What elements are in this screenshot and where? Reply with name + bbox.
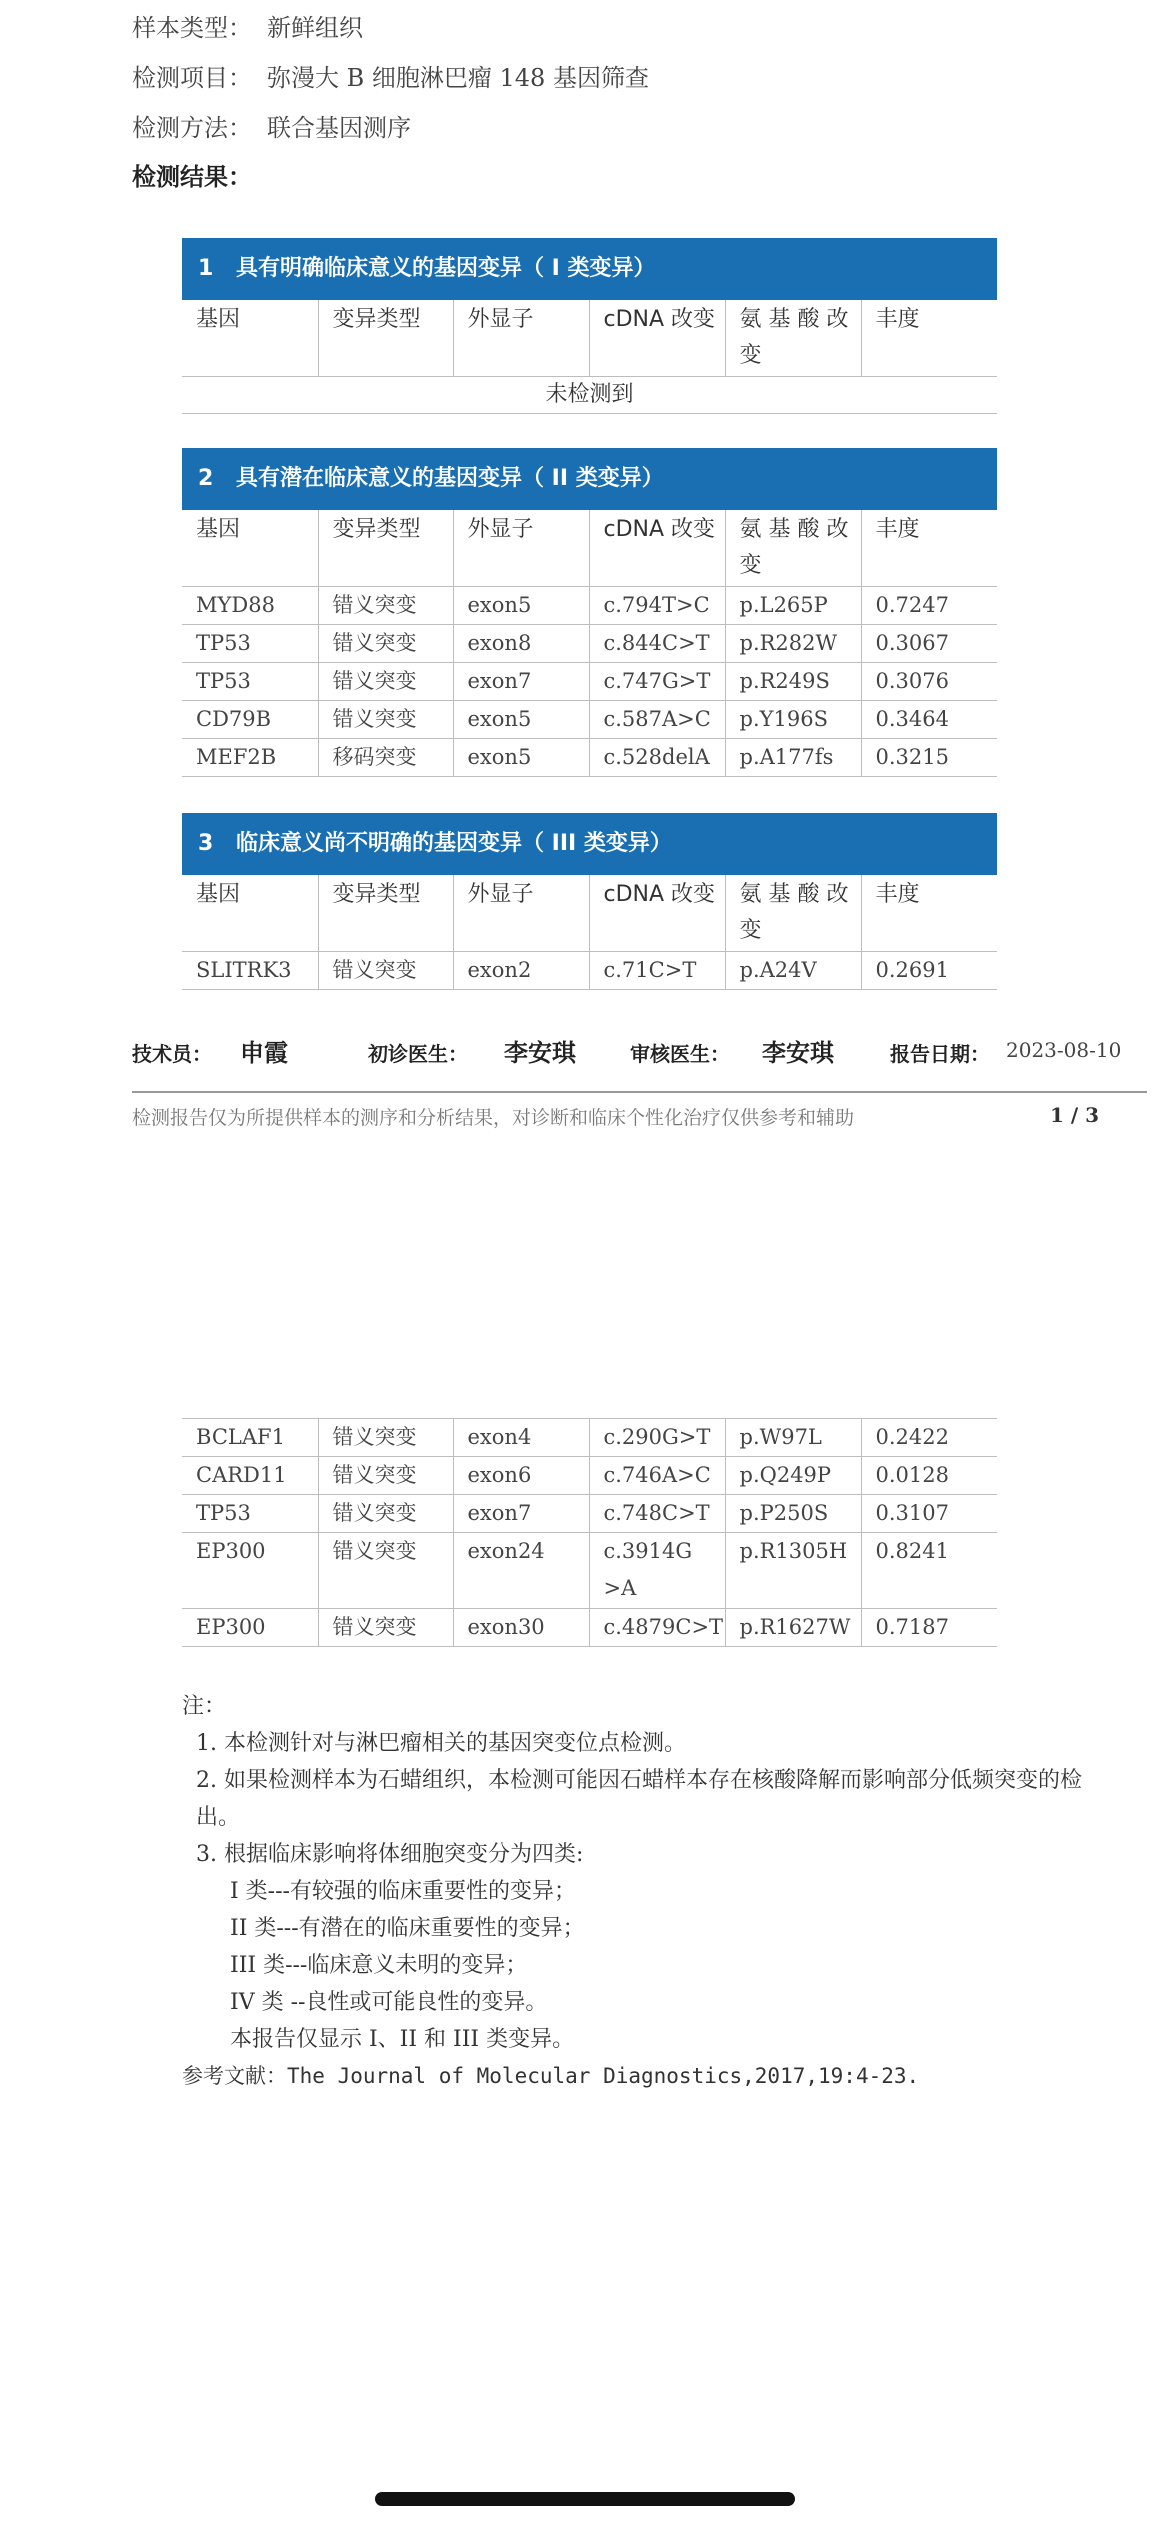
cell-abundance: 0.3464 (861, 701, 997, 739)
col-gene: 基因 (182, 510, 318, 587)
info-test-method (132, 108, 411, 143)
cell-cdna: c.844C>T (589, 625, 725, 663)
cell-aa-change: p.Y196S (725, 701, 861, 739)
section1-header (182, 238, 997, 300)
info-value: 新鲜组织 (267, 14, 363, 42)
cell-cdna: c.3914G>A (589, 1533, 725, 1609)
notes-heading: 注： (182, 1694, 227, 1719)
col-cdna: cDNA 改变 (589, 875, 725, 952)
cell-abundance: 0.0128 (861, 1457, 997, 1495)
section2-table (182, 448, 997, 777)
cell-abundance: 0.2691 (861, 952, 997, 990)
section-number: 3 (198, 831, 214, 856)
cell-exon: exon5 (453, 739, 589, 777)
cell-gene: TP53 (182, 625, 318, 663)
col-exon: 外显子 (453, 510, 589, 587)
note-item: 1. 本检测针对与淋巴瘤相关的基因突变位点检测。 (196, 1731, 686, 1756)
col-aa-change: 氨 基 酸 改 变 (725, 875, 861, 952)
review-doctor-label: 审核医生： (630, 1042, 730, 1066)
tech-name: 申霞 (240, 1039, 288, 1067)
table-row (182, 1457, 997, 1495)
column-header-row (182, 300, 997, 377)
section-number: 2 (198, 466, 214, 491)
cell-aa-change: p.R1627W (725, 1609, 861, 1647)
cell-aa-change: p.P250S (725, 1495, 861, 1533)
tech-label: 技术员： (132, 1042, 212, 1066)
cell-exon: exon4 (453, 1419, 589, 1457)
cell-cdna: c.528delA (589, 739, 725, 777)
section-number: 1 (198, 256, 214, 281)
cell-gene: TP53 (182, 1495, 318, 1533)
cell-variant-type: 错义突变 (318, 952, 453, 990)
cell-aa-change: p.W97L (725, 1419, 861, 1457)
note-subitem: 本报告仅显示 I、II 和 III 类变异。 (230, 2027, 575, 2052)
cell-variant-type: 移码突变 (318, 739, 453, 777)
first-doctor-label: 初诊医生： (368, 1042, 468, 1066)
cell-cdna: c.4879C>T (589, 1609, 725, 1647)
column-header-row (182, 875, 997, 952)
col-cdna: cDNA 改变 (589, 300, 725, 377)
col-abundance: 丰度 (861, 510, 997, 587)
note-subitem: II 类---有潜在的临床重要性的变异； (230, 1916, 585, 1941)
table-row (182, 1419, 997, 1457)
cell-gene: EP300 (182, 1609, 318, 1647)
cell-gene: EP300 (182, 1533, 318, 1609)
section-title: 具有明确临床意义的基因变异（ I 类变异） (236, 256, 656, 281)
cell-gene: TP53 (182, 663, 318, 701)
cell-exon: exon30 (453, 1609, 589, 1647)
table-row (182, 1533, 997, 1609)
cell-gene: MYD88 (182, 587, 318, 625)
cell-aa-change: p.R249S (725, 663, 861, 701)
cell-variant-type: 错义突变 (318, 587, 453, 625)
report-date-label: 报告日期： (890, 1042, 990, 1066)
info-value: 弥漫大 B 细胞淋巴瘤 148 基因筛查 (267, 64, 649, 92)
cell-exon: exon5 (453, 701, 589, 739)
section3-table (182, 813, 997, 990)
table-row (182, 1495, 997, 1533)
section2-grid (182, 510, 997, 777)
cell-cdna: c.290G>T (589, 1419, 725, 1457)
info-label: 样本类型： (132, 14, 252, 42)
note-item: 3. 根据临床影响将体细胞突变分为四类: (196, 1842, 584, 1867)
cell-exon: exon2 (453, 952, 589, 990)
notes-section (182, 1688, 1112, 2095)
section1-grid (182, 300, 997, 377)
cell-variant-type: 错义突变 (318, 1457, 453, 1495)
cell-aa-change: p.R1305H (725, 1533, 861, 1609)
cell-variant-type: 错义突变 (318, 701, 453, 739)
section1-table (182, 238, 997, 414)
col-exon: 外显子 (453, 300, 589, 377)
table-row (182, 663, 997, 701)
cell-exon: exon6 (453, 1457, 589, 1495)
cell-exon: exon7 (453, 1495, 589, 1533)
report-date-value: 2023-08-10 (1006, 1038, 1122, 1062)
col-exon: 外显子 (453, 875, 589, 952)
cell-abundance: 0.7247 (861, 587, 997, 625)
footer-divider (132, 1091, 1147, 1093)
cell-gene: SLITRK3 (182, 952, 318, 990)
section-title: 具有潜在临床意义的基因变异（ II 类变异） (236, 466, 664, 491)
info-label: 检测项目： (132, 64, 252, 92)
col-cdna: cDNA 改变 (589, 510, 725, 587)
note-subitem: III 类---临床意义未明的变异； (230, 1953, 528, 1978)
cell-variant-type: 错义突变 (318, 1609, 453, 1647)
cell-variant-type: 错义突变 (318, 625, 453, 663)
home-indicator[interactable] (375, 2492, 795, 2506)
results-title: 检测结果： (132, 163, 252, 191)
section3-continued-table (182, 1418, 997, 1647)
cell-cdna: c.71C>T (589, 952, 725, 990)
table-row (182, 701, 997, 739)
section-title: 临床意义尚不明确的基因变异（ III 类变异） (236, 831, 672, 856)
footer-disclaimer: 检测报告仅为所提供样本的测序和分析结果，对诊断和临床个性化治疗仅供参考和辅助 (132, 1107, 855, 1129)
cell-cdna: c.746A>C (589, 1457, 725, 1495)
col-variant-type: 变异类型 (318, 300, 453, 377)
section3-grid (182, 875, 997, 990)
note-item: 2. 如果检测样本为石蜡组织，本检测可能因石蜡样本存在核酸降解而影响部分低频突变的检出。 (196, 1768, 1082, 1830)
cell-variant-type: 错义突变 (318, 1419, 453, 1457)
section3-header (182, 813, 997, 875)
table-row (182, 952, 997, 990)
cell-gene: CARD11 (182, 1457, 318, 1495)
cell-abundance: 0.2422 (861, 1419, 997, 1457)
note-subitem: IV 类 --良性或可能良性的变异。 (230, 1990, 548, 2015)
col-gene: 基因 (182, 875, 318, 952)
info-label: 检测方法： (132, 114, 252, 142)
column-header-row (182, 510, 997, 587)
info-test-item (132, 58, 649, 93)
first-doctor-name: 李安琪 (504, 1039, 576, 1067)
cell-exon: exon8 (453, 625, 589, 663)
table-row (182, 1609, 997, 1647)
cell-aa-change: p.A24V (725, 952, 861, 990)
cell-abundance: 0.3076 (861, 663, 997, 701)
table-row (182, 739, 997, 777)
info-sample-type (132, 8, 363, 43)
cell-abundance: 0.7187 (861, 1609, 997, 1647)
cell-variant-type: 错义突变 (318, 1495, 453, 1533)
table-row (182, 625, 997, 663)
cell-cdna: c.748C>T (589, 1495, 725, 1533)
reference-text: 参考文献：The Journal of Molecular Diagnostics,2017,19:4-23. (182, 2064, 920, 2088)
cell-abundance: 0.8241 (861, 1533, 997, 1609)
col-abundance: 丰度 (861, 300, 997, 377)
review-doctor-name: 李安琪 (762, 1039, 834, 1067)
cell-cdna: c.587A>C (589, 701, 725, 739)
col-variant-type: 变异类型 (318, 875, 453, 952)
cell-aa-change: p.R282W (725, 625, 861, 663)
col-abundance: 丰度 (861, 875, 997, 952)
cell-aa-change: p.A177fs (725, 739, 861, 777)
cell-exon: exon7 (453, 663, 589, 701)
cell-exon: exon24 (453, 1533, 589, 1609)
cell-variant-type: 错义突变 (318, 1533, 453, 1609)
cell-gene: MEF2B (182, 739, 318, 777)
cell-abundance: 0.3107 (861, 1495, 997, 1533)
cell-abundance: 0.3067 (861, 625, 997, 663)
cell-exon: exon5 (453, 587, 589, 625)
info-value: 联合基因测序 (267, 114, 411, 142)
table-row (182, 587, 997, 625)
cell-aa-change: p.Q249P (725, 1457, 861, 1495)
section2-header (182, 448, 997, 510)
cell-cdna: c.794T>C (589, 587, 725, 625)
col-gene: 基因 (182, 300, 318, 377)
section3-continued-grid (182, 1419, 997, 1647)
note-subitem: I 类---有较强的临床重要性的变异； (230, 1879, 576, 1904)
cell-abundance: 0.3215 (861, 739, 997, 777)
col-aa-change: 氨 基 酸 改 变 (725, 510, 861, 587)
signature-row (132, 1030, 1132, 1070)
page-number: 1 / 3 (1050, 1103, 1100, 1127)
col-variant-type: 变异类型 (318, 510, 453, 587)
col-aa-change: 氨 基 酸 改 变 (725, 300, 861, 377)
cell-variant-type: 错义突变 (318, 663, 453, 701)
cell-gene: CD79B (182, 701, 318, 739)
cell-aa-change: p.L265P (725, 587, 861, 625)
cell-gene: BCLAF1 (182, 1419, 318, 1457)
not-detected-text: 未检测到 (182, 377, 997, 414)
cell-cdna: c.747G>T (589, 663, 725, 701)
